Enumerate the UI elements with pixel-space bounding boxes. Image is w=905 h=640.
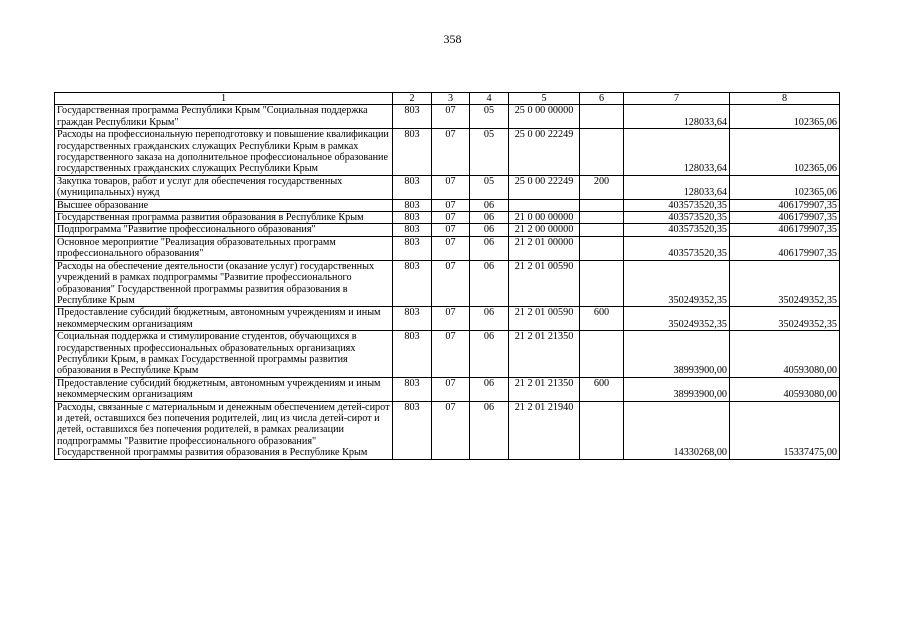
code-ministry: 803 bbox=[393, 175, 432, 199]
column-header: 2 bbox=[393, 93, 432, 105]
code-ministry: 803 bbox=[393, 105, 432, 129]
code-target: 21 2 00 00000 bbox=[509, 224, 580, 236]
amount-year-2: 406179907,35 bbox=[730, 212, 840, 224]
amount-year-1: 403573520,35 bbox=[624, 199, 730, 211]
code-expense-type bbox=[580, 331, 624, 378]
code-section: 07 bbox=[432, 331, 470, 378]
table-row bbox=[55, 212, 840, 224]
code-target: 21 0 00 00000 bbox=[509, 212, 580, 224]
amount-year-2: 350249352,35 bbox=[730, 260, 840, 307]
code-ministry: 803 bbox=[393, 212, 432, 224]
amount-year-1: 128033,64 bbox=[624, 175, 730, 199]
amount-year-2: 102365,06 bbox=[730, 129, 840, 176]
amount-year-1: 38993900,00 bbox=[624, 377, 730, 401]
amount-year-1: 403573520,35 bbox=[624, 236, 730, 260]
code-section: 07 bbox=[432, 224, 470, 236]
table-row bbox=[55, 236, 840, 260]
table-row bbox=[55, 129, 840, 176]
code-subsection: 05 bbox=[470, 129, 509, 176]
code-ministry: 803 bbox=[393, 199, 432, 211]
column-header: 6 bbox=[580, 93, 624, 105]
code-subsection: 05 bbox=[470, 175, 509, 199]
code-ministry: 803 bbox=[393, 307, 432, 331]
amount-year-1: 14330268,00 bbox=[624, 401, 730, 459]
row-name: Закупка товаров, работ и услуг для обеспечения государственных (муниципальных) нужд bbox=[55, 175, 393, 199]
code-expense-type bbox=[580, 224, 624, 236]
code-section: 07 bbox=[432, 199, 470, 211]
table-row bbox=[55, 307, 840, 331]
row-name: Социальная поддержка и стимулирование студентов, обучающихся в государственных профессиональных образовательных организациях Республики Крым, в рамках Государственной программы развития образования в Республике Крым bbox=[55, 331, 393, 378]
amount-year-2: 406179907,35 bbox=[730, 236, 840, 260]
table-header-row bbox=[55, 93, 840, 105]
code-target: 21 2 01 21350 bbox=[509, 331, 580, 378]
code-section: 07 bbox=[432, 401, 470, 459]
code-target bbox=[509, 199, 580, 211]
amount-year-1: 403573520,35 bbox=[624, 224, 730, 236]
code-expense-type: 600 bbox=[580, 377, 624, 401]
amount-year-2: 406179907,35 bbox=[730, 199, 840, 211]
page-number: 358 bbox=[443, 32, 462, 46]
row-name: Государственная программа развития образования в Республике Крым bbox=[55, 212, 393, 224]
code-target: 21 2 01 21350 bbox=[509, 377, 580, 401]
amount-year-1: 128033,64 bbox=[624, 105, 730, 129]
code-subsection: 06 bbox=[470, 199, 509, 211]
amount-year-2: 102365,06 bbox=[730, 175, 840, 199]
code-ministry: 803 bbox=[393, 260, 432, 307]
code-section: 07 bbox=[432, 236, 470, 260]
code-section: 07 bbox=[432, 307, 470, 331]
table-row bbox=[55, 401, 840, 459]
table-row bbox=[55, 224, 840, 236]
row-name: Расходы на обеспечение деятельности (оказание услуг) государственных учреждений в рамках подпрограммы "Развитие профессионального образования" Государственной программы развития образования в Республике Крым bbox=[55, 260, 393, 307]
amount-year-2: 15337475,00 bbox=[730, 401, 840, 459]
code-subsection: 05 bbox=[470, 105, 509, 129]
code-target: 25 0 00 22249 bbox=[509, 175, 580, 199]
table-row bbox=[55, 331, 840, 378]
code-target: 21 2 01 00000 bbox=[509, 236, 580, 260]
code-ministry: 803 bbox=[393, 377, 432, 401]
code-expense-type bbox=[580, 105, 624, 129]
code-subsection: 06 bbox=[470, 224, 509, 236]
table-row bbox=[55, 377, 840, 401]
code-subsection: 06 bbox=[470, 331, 509, 378]
code-expense-type bbox=[580, 199, 624, 211]
code-subsection: 06 bbox=[470, 260, 509, 307]
code-section: 07 bbox=[432, 129, 470, 176]
code-ministry: 803 bbox=[393, 236, 432, 260]
column-header: 4 bbox=[470, 93, 509, 105]
code-subsection: 06 bbox=[470, 377, 509, 401]
code-expense-type bbox=[580, 129, 624, 176]
code-expense-type: 200 bbox=[580, 175, 624, 199]
code-expense-type bbox=[580, 260, 624, 307]
code-subsection: 06 bbox=[470, 212, 509, 224]
code-section: 07 bbox=[432, 175, 470, 199]
row-name: Подпрограмма "Развитие профессионального образования" bbox=[55, 224, 393, 236]
amount-year-1: 403573520,35 bbox=[624, 212, 730, 224]
code-ministry: 803 bbox=[393, 224, 432, 236]
column-header: 7 bbox=[624, 93, 730, 105]
code-section: 07 bbox=[432, 105, 470, 129]
table-row bbox=[55, 260, 840, 307]
row-name: Расходы на профессиональную переподготовку и повышение квалификации государственных гражданских служащих Республики Крым в рамках государственного заказа на дополнительное профессиональное образование государственных гражданских служащих Республики Крым bbox=[55, 129, 393, 176]
table-row bbox=[55, 105, 840, 129]
code-subsection: 06 bbox=[470, 307, 509, 331]
code-section: 07 bbox=[432, 377, 470, 401]
code-expense-type bbox=[580, 236, 624, 260]
row-name: Расходы, связанные с материальным и денежным обеспечением детей-сирот и детей, оставшихся без попечения родителей, лиц из числа детей-сирот и детей, оставшихся без попечения родителей, в рамках реализации подпрограммы "Развитие профессионального образования" Государственной программы развития образования в Республике Крым bbox=[55, 401, 393, 459]
column-header: 1 bbox=[55, 93, 393, 105]
column-header: 8 bbox=[730, 93, 840, 105]
amount-year-2: 406179907,35 bbox=[730, 224, 840, 236]
code-expense-type: 600 bbox=[580, 307, 624, 331]
code-target: 25 0 00 22249 bbox=[509, 129, 580, 176]
column-header: 5 bbox=[509, 93, 580, 105]
table-row bbox=[55, 175, 840, 199]
code-target: 21 2 01 00590 bbox=[509, 260, 580, 307]
amount-year-2: 40593080,00 bbox=[730, 377, 840, 401]
budget-table bbox=[54, 92, 840, 460]
row-name: Государственная программа Республики Крым "Социальная поддержка граждан Республики Крым" bbox=[55, 105, 393, 129]
code-expense-type bbox=[580, 401, 624, 459]
code-expense-type bbox=[580, 212, 624, 224]
table-row bbox=[55, 199, 840, 211]
amount-year-2: 350249352,35 bbox=[730, 307, 840, 331]
code-target: 21 2 01 00590 bbox=[509, 307, 580, 331]
code-section: 07 bbox=[432, 260, 470, 307]
row-name: Предоставление субсидий бюджетным, автономным учреждениям и иным некоммерческим организациям bbox=[55, 377, 393, 401]
amount-year-2: 40593080,00 bbox=[730, 331, 840, 378]
amount-year-1: 128033,64 bbox=[624, 129, 730, 176]
code-subsection: 06 bbox=[470, 236, 509, 260]
amount-year-2: 102365,06 bbox=[730, 105, 840, 129]
row-name: Предоставление субсидий бюджетным, автономным учреждениям и иным некоммерческим организациям bbox=[55, 307, 393, 331]
code-section: 07 bbox=[432, 212, 470, 224]
code-subsection: 06 bbox=[470, 401, 509, 459]
amount-year-1: 350249352,35 bbox=[624, 307, 730, 331]
column-header: 3 bbox=[432, 93, 470, 105]
row-name: Высшее образование bbox=[55, 199, 393, 211]
code-ministry: 803 bbox=[393, 331, 432, 378]
amount-year-1: 350249352,35 bbox=[624, 260, 730, 307]
amount-year-1: 38993900,00 bbox=[624, 331, 730, 378]
row-name: Основное мероприятие "Реализация образовательных программ профессионального образования" bbox=[55, 236, 393, 260]
code-ministry: 803 bbox=[393, 129, 432, 176]
code-ministry: 803 bbox=[393, 401, 432, 459]
code-target: 25 0 00 00000 bbox=[509, 105, 580, 129]
code-target: 21 2 01 21940 bbox=[509, 401, 580, 459]
